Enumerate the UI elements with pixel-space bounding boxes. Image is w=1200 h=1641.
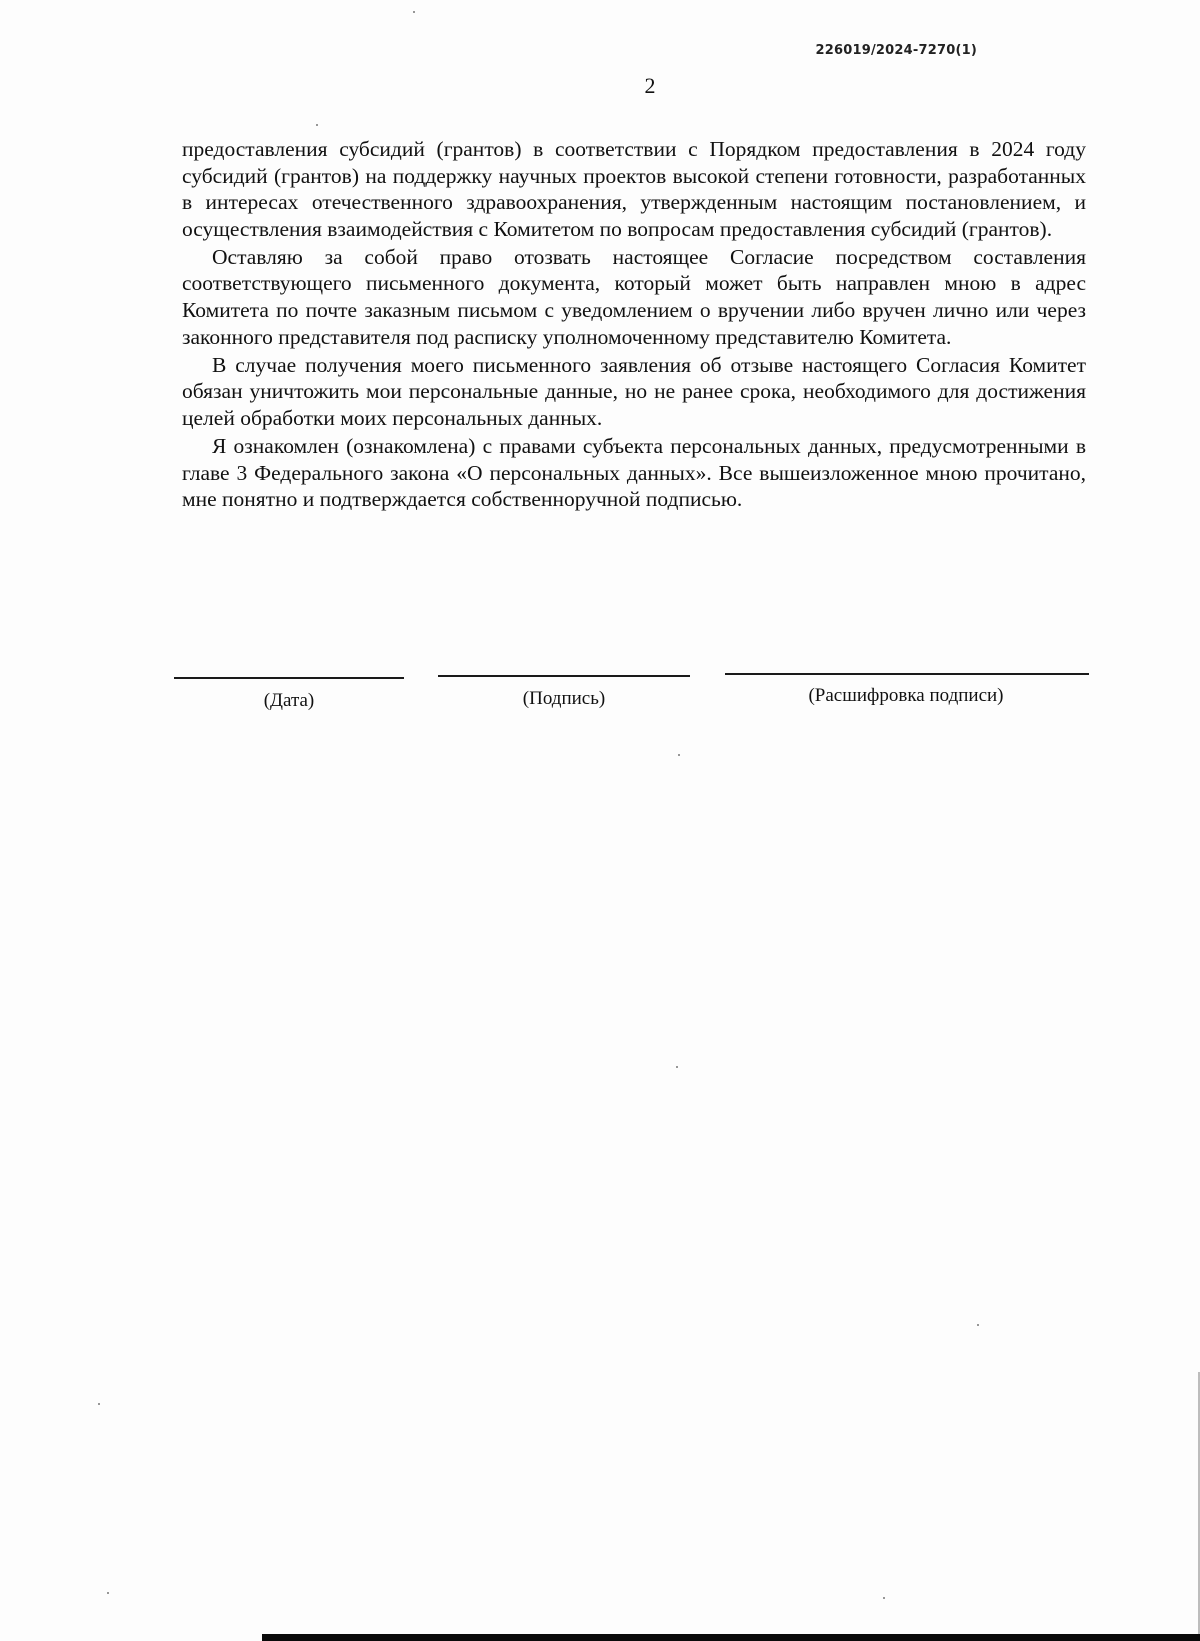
date-line	[174, 677, 404, 679]
scan-speck	[107, 1592, 109, 1594]
signature-line	[438, 675, 690, 677]
signature-transcript-caption: (Расшифровка подписи)	[808, 685, 1004, 706]
signature-transcript-line	[725, 673, 1089, 675]
paragraph-revocation-right: Оставляю за собой право отозвать настоящее Согласие посредством составления соответствующего письменного документа, который может быть направлен мною в адрес Комитета по почте заказным письмом с уведомлением о вручении либо вручен лично или через законного представителя под расписку уполномоченному представителю Комитета.	[182, 244, 1086, 349]
scan-speck	[676, 1066, 678, 1068]
scan-speck	[98, 1403, 100, 1405]
date-caption: (Дата)	[263, 690, 315, 711]
scan-edge-bottom	[262, 1634, 1200, 1641]
page-number: 2	[644, 73, 656, 98]
scan-speck	[977, 1324, 979, 1326]
paragraph-acknowledgement: Я ознакомлен (ознакомлена) с правами субъекта персональных данных, предусмотренными в главе 3 Федерального закона «О персональных данных». Все вышеизложенное мною прочитано, мне понятно и подтверждается собственноручной подписью.	[182, 434, 1086, 512]
paragraph-data-destruction: В случае получения моего письменного заявления об отзыве настоящего Согласия Комитет обязан уничтожить мои персональные данные, но не ранее срока, необходимого для достижения целей обработки моих персональных данных.	[182, 352, 1086, 430]
scan-speck	[413, 11, 415, 13]
paragraph-continuation: предоставления субсидий (грантов) в соответствии с Порядком предоставления в 2024 году субсидий (грантов) на поддержку научных проектов высокой степени готовности, разработанных в интересах отечественного здравоохранения, утвержденным настоящим постановлением, и осуществления взаимодействия с Комитетом по вопросам предоставления субсидий (грантов).	[182, 137, 1086, 241]
scan-speck	[678, 754, 680, 756]
document-body	[182, 136, 1086, 514]
signature-caption: (Подпись)	[522, 688, 606, 709]
scan-speck	[316, 124, 318, 126]
scan-speck	[883, 1597, 885, 1599]
document-id: 226019/2024-7270(1)	[815, 43, 977, 58]
